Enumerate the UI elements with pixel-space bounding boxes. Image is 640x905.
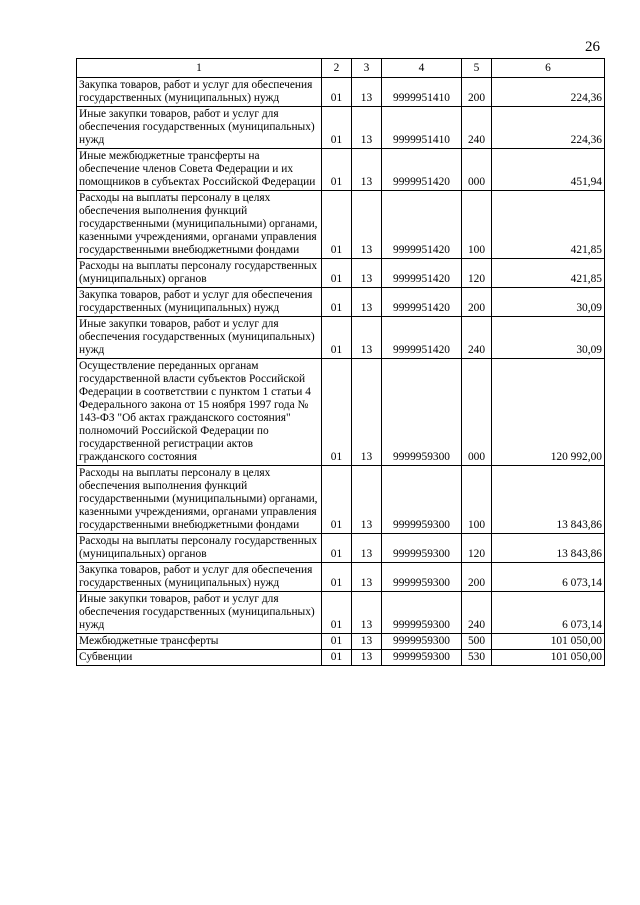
row-expense-type-code: 000	[462, 359, 492, 466]
row-description: Расходы на выплаты персоналу государственных (муниципальных) органов	[77, 534, 322, 563]
row-description: Осуществление переданных органам государственной власти субъектов Российской Федерации в соответствии с пунктом 1 статьи 4 Федерального закона от 15 ноября 1997 года № 143-ФЗ "Об актах гражданского состояния" полномочий Российской Федерации по государственной регистрации актов гражданского состояния	[77, 359, 322, 466]
row-amount: 101 050,00	[492, 634, 605, 650]
row-expense-type-code: 240	[462, 107, 492, 149]
row-description: Закупка товаров, работ и услуг для обеспечения государственных (муниципальных) нужд	[77, 78, 322, 107]
row-section-code: 01	[322, 563, 352, 592]
row-expense-type-code: 240	[462, 317, 492, 359]
row-amount: 101 050,00	[492, 650, 605, 666]
page-number: 26	[585, 39, 600, 55]
row-section-code: 01	[322, 107, 352, 149]
row-amount: 30,09	[492, 317, 605, 359]
row-target-article-code: 9999959300	[382, 534, 462, 563]
row-amount: 451,94	[492, 149, 605, 191]
row-expense-type-code: 530	[462, 650, 492, 666]
row-subsection-code: 13	[352, 634, 382, 650]
row-target-article-code: 9999959300	[382, 359, 462, 466]
table-row	[77, 563, 605, 592]
row-section-code: 01	[322, 288, 352, 317]
header-col-5: 5	[462, 59, 492, 78]
row-target-article-code: 9999959300	[382, 563, 462, 592]
row-target-article-code: 9999951420	[382, 317, 462, 359]
header-col-2: 2	[322, 59, 352, 78]
row-expense-type-code: 200	[462, 563, 492, 592]
row-expense-type-code: 200	[462, 288, 492, 317]
row-section-code: 01	[322, 466, 352, 534]
row-expense-type-code: 120	[462, 534, 492, 563]
row-section-code: 01	[322, 149, 352, 191]
row-subsection-code: 13	[352, 259, 382, 288]
header-col-6: 6	[492, 59, 605, 78]
row-description: Иные закупки товаров, работ и услуг для обеспечения государственных (муниципальных) нужд	[77, 317, 322, 359]
row-subsection-code: 13	[352, 149, 382, 191]
row-description: Иные закупки товаров, работ и услуг для обеспечения государственных (муниципальных) нужд	[77, 107, 322, 149]
row-amount: 421,85	[492, 259, 605, 288]
row-section-code: 01	[322, 650, 352, 666]
row-description: Иные закупки товаров, работ и услуг для обеспечения государственных (муниципальных) нужд	[77, 592, 322, 634]
row-amount: 13 843,86	[492, 466, 605, 534]
row-section-code: 01	[322, 259, 352, 288]
row-target-article-code: 9999951410	[382, 78, 462, 107]
table-row	[77, 634, 605, 650]
table-row	[77, 592, 605, 634]
table-row	[77, 650, 605, 666]
table-row	[77, 191, 605, 259]
table-row	[77, 259, 605, 288]
row-subsection-code: 13	[352, 466, 382, 534]
row-amount: 421,85	[492, 191, 605, 259]
row-subsection-code: 13	[352, 592, 382, 634]
row-amount: 120 992,00	[492, 359, 605, 466]
row-expense-type-code: 240	[462, 592, 492, 634]
budget-table	[76, 58, 605, 666]
row-target-article-code: 9999951420	[382, 149, 462, 191]
header-col-1: 1	[77, 59, 322, 78]
header-col-4: 4	[382, 59, 462, 78]
row-section-code: 01	[322, 534, 352, 563]
table-row	[77, 107, 605, 149]
row-subsection-code: 13	[352, 563, 382, 592]
row-section-code: 01	[322, 317, 352, 359]
row-expense-type-code: 200	[462, 78, 492, 107]
table-row	[77, 78, 605, 107]
row-description: Расходы на выплаты персоналу государственных (муниципальных) органов	[77, 259, 322, 288]
row-description: Расходы на выплаты персоналу в целях обеспечения выполнения функций государственными (муниципальными) органами, казенными учреждениями, органами управления государственными внебюджетными фондами	[77, 191, 322, 259]
row-subsection-code: 13	[352, 317, 382, 359]
row-description: Закупка товаров, работ и услуг для обеспечения государственных (муниципальных) нужд	[77, 288, 322, 317]
table-header-row	[77, 59, 605, 78]
row-target-article-code: 9999959300	[382, 592, 462, 634]
row-subsection-code: 13	[352, 650, 382, 666]
row-amount: 224,36	[492, 107, 605, 149]
row-target-article-code: 9999959300	[382, 634, 462, 650]
row-description: Иные межбюджетные трансферты на обеспечение членов Совета Федерации и их помощников в субъектах Российской Федерации	[77, 149, 322, 191]
row-target-article-code: 9999951420	[382, 288, 462, 317]
table-body	[77, 78, 605, 666]
row-target-article-code: 9999951410	[382, 107, 462, 149]
row-target-article-code: 9999951420	[382, 259, 462, 288]
row-target-article-code: 9999951420	[382, 191, 462, 259]
row-expense-type-code: 100	[462, 191, 492, 259]
row-description: Закупка товаров, работ и услуг для обеспечения государственных (муниципальных) нужд	[77, 563, 322, 592]
table-row	[77, 466, 605, 534]
row-subsection-code: 13	[352, 78, 382, 107]
row-section-code: 01	[322, 78, 352, 107]
row-amount: 6 073,14	[492, 563, 605, 592]
row-description: Межбюджетные трансферты	[77, 634, 322, 650]
row-expense-type-code: 100	[462, 466, 492, 534]
row-section-code: 01	[322, 634, 352, 650]
row-subsection-code: 13	[352, 191, 382, 259]
row-expense-type-code: 120	[462, 259, 492, 288]
row-expense-type-code: 000	[462, 149, 492, 191]
row-subsection-code: 13	[352, 288, 382, 317]
table-row	[77, 534, 605, 563]
table-row	[77, 317, 605, 359]
table-row	[77, 149, 605, 191]
table-row	[77, 288, 605, 317]
row-description: Субвенции	[77, 650, 322, 666]
header-col-3: 3	[352, 59, 382, 78]
row-target-article-code: 9999959300	[382, 650, 462, 666]
row-subsection-code: 13	[352, 107, 382, 149]
row-amount: 224,36	[492, 78, 605, 107]
row-subsection-code: 13	[352, 534, 382, 563]
row-target-article-code: 9999959300	[382, 466, 462, 534]
row-expense-type-code: 500	[462, 634, 492, 650]
row-description: Расходы на выплаты персоналу в целях обеспечения выполнения функций государственными (муниципальными) органами, казенными учреждениями, органами управления государственными внебюджетными фондами	[77, 466, 322, 534]
row-amount: 6 073,14	[492, 592, 605, 634]
row-subsection-code: 13	[352, 359, 382, 466]
row-amount: 30,09	[492, 288, 605, 317]
row-amount: 13 843,86	[492, 534, 605, 563]
table-row	[77, 359, 605, 466]
row-section-code: 01	[322, 191, 352, 259]
row-section-code: 01	[322, 592, 352, 634]
row-section-code: 01	[322, 359, 352, 466]
